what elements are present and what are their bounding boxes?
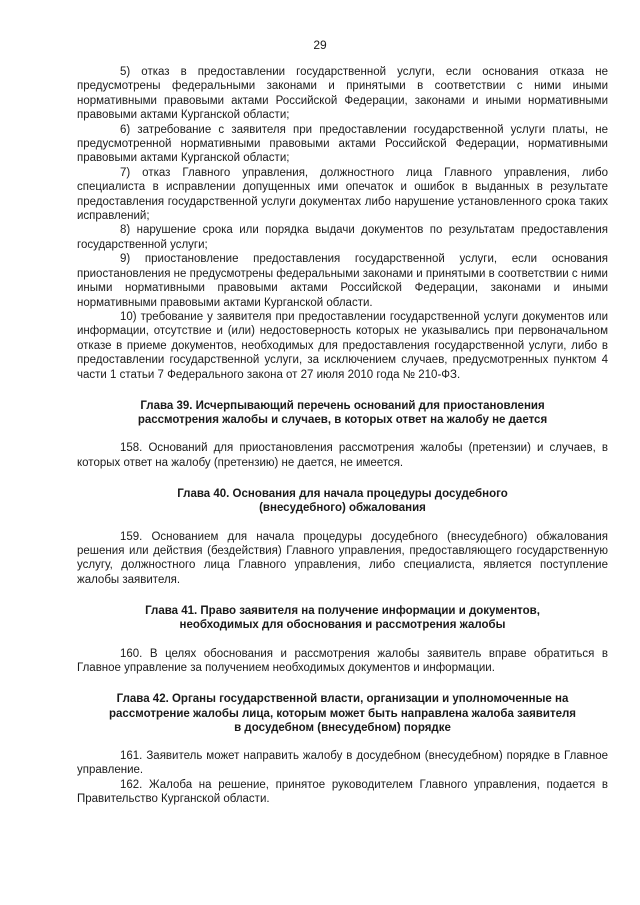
paragraph: 159. Основанием для начала процедуры досудебного (внесудебного) обжалования решения или действия (бездействия) Главного управления, предоставляющего государственную услугу, должностного лица Главного управления, либо специалиста, является поступление жалобы заявителя. [77,530,608,586]
paragraph: 162. Жалоба на решение, принятое руководителем Главного управления, подается в Правительство Курганской области. [77,778,608,806]
paragraph: 158. Оснований для приостановления рассмотрения жалобы (претензии) и случаев, в которых ответ на жалобу (претензию) не дается, не имеется. [77,442,608,469]
chapter-heading-line: рассмотрения жалобы и случаев, в которых ответ на жалобу не дается [137,414,548,427]
chapter-heading-line: рассмотрение жалобы лица, которым может быть направлена жалоба заявителя [109,707,576,720]
page-number: 29 [313,38,327,52]
chapter-heading [77,399,608,427]
paragraph: 8) нарушение срока или порядка выдачи документов по результатам предоставления государственной услуги; [77,224,608,251]
chapter-heading-line: Глава 41. Право заявителя на получение информации и документов, [145,605,540,618]
chapter-heading-line: Глава 40. Основания для начала процедуры досудебного [177,488,508,501]
chapter-heading [77,487,608,515]
document-body [77,65,608,807]
paragraph: 161. Заявитель может направить жалобу в досудебном (внесудебном) порядке в Главное управление. [77,750,608,777]
paragraph: 7) отказ Главного управления, должностного лица Главного управления, либо специалиста в исправлении допущенных ими опечаток и ошибок в выданных в результате предоставления государственной услуги документах либо нарушение установленного срока таких исправлений; [77,166,608,223]
paragraph: 10) требование у заявителя при предоставлении государственной услуги документов или информации, отсутствие и (или) недостоверность которых не указывались при первоначальном отказе в приеме документов, необходимых для предоставления государственной услуги, либо в предоставлении государственной услуги, за исключением случаев, предусмотренных пунктом 4 части 1 статьи 7 Федерального закона от 27 июля 2010 года № 210-ФЗ. [77,310,608,381]
chapter-heading-line: Глава 42. Органы государственной власти, организации и уполномоченные на [116,693,569,706]
chapter-heading-line: Глава 39. Исчерпывающий перечень оснований для приостановления [140,399,545,412]
chapter-heading [77,692,608,735]
chapter-heading [77,604,608,632]
chapter-heading-line: необходимых для обоснования и рассмотрения жалобы [179,619,506,632]
paragraph: 5) отказ в предоставлении государственной услуги, если основания отказа не предусмотрены федеральными законами и принятыми в соответствии с ними иными нормативными правовыми актами Российской Федерации, законами и иными нормативными правовыми актами Курганской области; [77,66,608,122]
paragraph: 160. В целях обоснования и рассмотрения жалобы заявитель вправе обратиться в Главное управление за получением необходимых документов и информации. [77,647,608,674]
paragraph: 9) приостановление предоставления государственной услуги, если основания приостановления не предусмотрены федеральными законами и принятыми в соответствии с ними иными нормативными правовыми актами Российской Федерации, законами и иными нормативными правовыми актами Курганской области. [77,253,608,309]
chapter-heading-line: в досудебном (внесудебном) порядке [234,721,451,734]
chapter-heading-line: (внесудебного) обжалования [259,502,426,515]
paragraph: 6) затребование с заявителя при предоставлении государственной услуги платы, не предусмотренной нормативными правовыми актами Российской Федерации, нормативными правовыми актами Курганской области; [77,123,608,165]
